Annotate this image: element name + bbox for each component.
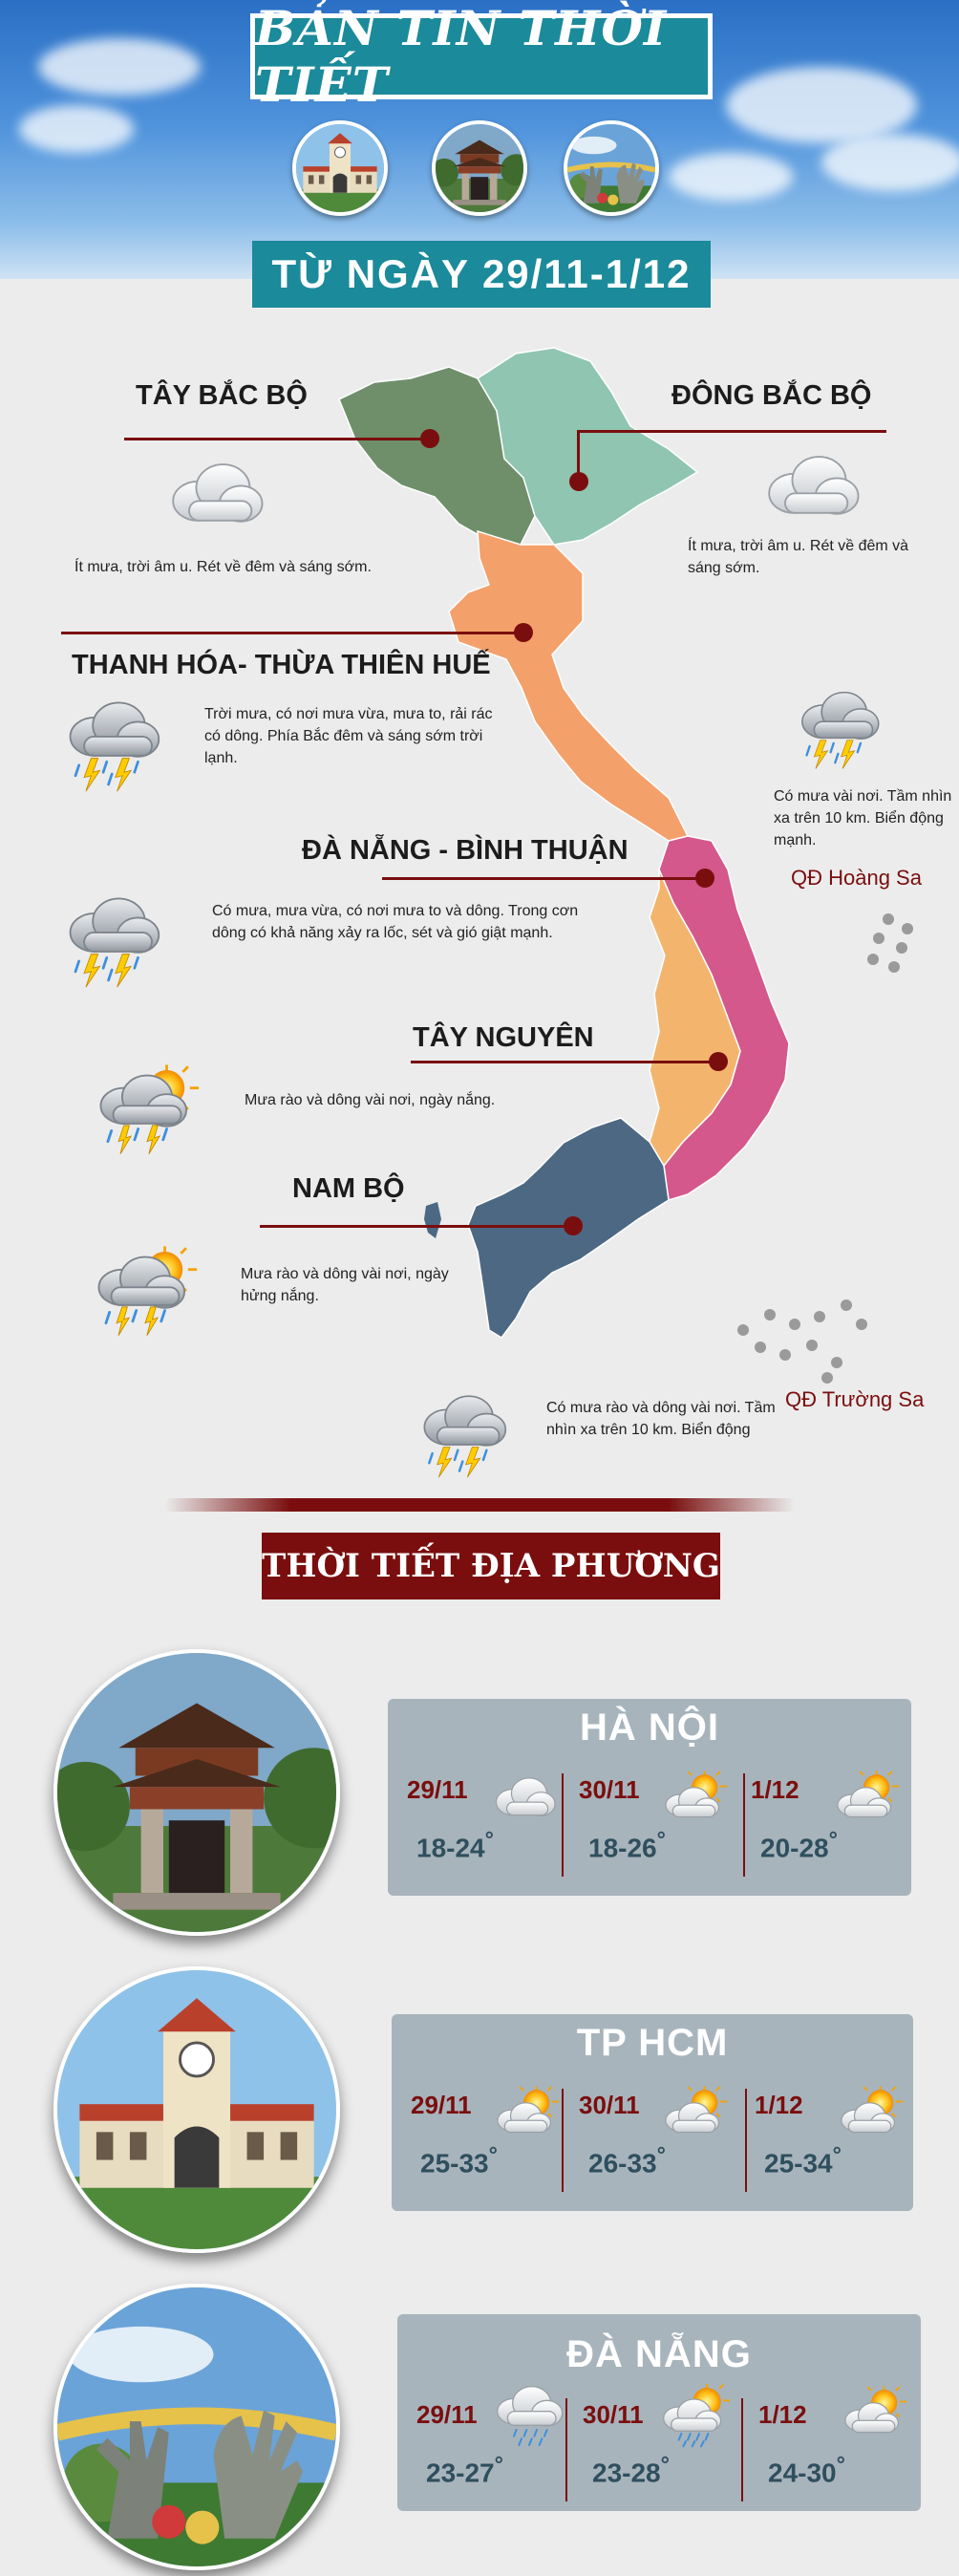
thunderstorm-icon xyxy=(795,686,884,772)
pointer-tay-bac xyxy=(124,438,430,440)
sun-cloud-icon xyxy=(661,1768,732,1825)
forecast-day xyxy=(401,2083,564,2196)
forecast-day xyxy=(407,2393,569,2505)
region-label-dong-bac: ĐÔNG BẮC BỘ xyxy=(671,380,872,411)
van-mieu-icon xyxy=(53,1649,340,1936)
region-thanh-hoa-hue xyxy=(449,531,688,841)
cloud-icon xyxy=(758,441,865,527)
forecast-separator xyxy=(741,2398,743,2501)
region-desc-da-nang-binh-thuan: Có mưa, mưa vừa, có nơi mưa to và dông. Trong cơn dông có khả năng xảy ra lốc, sét và gió giật mạnh. xyxy=(212,903,579,941)
truong-sa-island-dot xyxy=(831,1357,842,1368)
forecast-date: 30/11 xyxy=(579,2091,640,2119)
cau-vang-icon xyxy=(564,120,659,216)
city-card-da-nang xyxy=(397,2314,921,2511)
hoang-sa-island-dot xyxy=(883,913,894,925)
region-label-da-nang-binh-thuan: ĐÀ NẴNG - BÌNH THUẬN xyxy=(302,835,629,866)
van-mieu-icon xyxy=(432,120,527,216)
city-name: HÀ NỘI xyxy=(580,1707,719,1749)
pointer-dong-bac xyxy=(577,430,886,433)
hoang-sa-island-dot xyxy=(873,933,884,944)
pointer-thanh-hoa-hue xyxy=(61,632,520,634)
hoang-sa-desc: Có mưa vài nơi. Tầm nhìn xa trên 10 km. Biển động mạnh. xyxy=(774,788,952,848)
cloud-icon xyxy=(162,449,269,535)
forecast-temp: 25-33° xyxy=(420,2142,498,2179)
dot-nam-bo xyxy=(564,1216,583,1235)
forecast-separator xyxy=(562,2089,564,2192)
truong-sa-island-dot xyxy=(841,1299,852,1311)
phu-quoc-island xyxy=(424,1202,441,1238)
truong-sa-island-dot xyxy=(737,1324,749,1336)
thunderstorm-icon xyxy=(61,893,166,989)
truong-sa-desc: Có mưa rào và dông vài nơi. Tầm nhìn xa trên 10 km. Biển động xyxy=(546,1400,776,1438)
thunderstorm-icon xyxy=(61,698,166,793)
city-name: ĐÀ NẴNG xyxy=(566,2333,752,2375)
sun-cloud-icon xyxy=(833,1768,904,1825)
sun-thunderstorm-icon xyxy=(94,1061,201,1160)
region-label-thanh-hoa-hue: THANH HÓA- THỪA THIÊN HUẾ xyxy=(72,650,491,680)
city-name: TP HCM xyxy=(576,2022,729,2064)
forecast-temp: 18-24° xyxy=(416,1827,494,1863)
truong-sa-island-dot xyxy=(755,1342,766,1353)
forecast-temp: 18-26° xyxy=(588,1827,666,1863)
sun-cloud-icon xyxy=(661,2083,732,2140)
hoang-sa-island-dot xyxy=(902,923,913,934)
forecast-date: 29/11 xyxy=(416,2400,478,2429)
dot-thanh-hoa-hue xyxy=(514,623,533,642)
forecast-temp: 20-28° xyxy=(760,1827,838,1863)
dot-tay-nguyen xyxy=(709,1052,728,1071)
pointer-nam-bo xyxy=(260,1225,575,1228)
dot-dong-bac xyxy=(569,472,588,491)
local-weather-title xyxy=(262,1533,720,1599)
forecast-separator xyxy=(562,1773,564,1877)
forecast-day xyxy=(569,2083,732,2196)
cho-ben-thanh-icon xyxy=(53,1966,340,2253)
truong-sa-island-dot xyxy=(814,1311,825,1322)
forecast-day xyxy=(749,2393,911,2505)
city-card-tp-hcm xyxy=(392,2014,913,2211)
sun-thunderstorm-icon xyxy=(92,1242,199,1342)
date-range-text: TỪ NGÀY 29/11-1/12 xyxy=(271,251,692,296)
cloud-icon xyxy=(489,1768,560,1825)
dot-tay-bac xyxy=(420,429,439,448)
forecast-day xyxy=(397,1768,560,1880)
forecast-date: 1/12 xyxy=(751,1775,799,1804)
city-card-ha-noi xyxy=(388,1699,911,1896)
truong-sa-label: QĐ Trường Sa xyxy=(785,1387,925,1411)
truong-sa-island-dot xyxy=(789,1319,800,1330)
sun-cloud-icon xyxy=(493,2083,564,2140)
local-weather-title-text: THỜI TIẾT ĐỊA PHƯƠNG xyxy=(262,1547,720,1585)
forecast-temp: 25-34° xyxy=(764,2142,842,2179)
section-divider xyxy=(164,1498,795,1512)
forecast-day xyxy=(569,1768,732,1880)
forecast-day xyxy=(573,2393,735,2505)
thunderstorm-icon xyxy=(416,1387,512,1483)
hoang-sa-island-dot xyxy=(888,961,900,973)
region-desc-thanh-hoa-hue: Trời mưa, có nơi mưa vừa, mưa to, rải rác có dông. Phía Bắc đêm và sáng sớm trời lạnh. xyxy=(204,706,493,766)
forecast-temp: 24-30° xyxy=(768,2452,845,2488)
truong-sa-island-dot xyxy=(856,1319,867,1330)
sun-cloud-icon xyxy=(841,2383,911,2440)
forecast-date: 1/12 xyxy=(755,2091,803,2119)
truong-sa-island-dot xyxy=(806,1340,818,1351)
region-desc-tay-bac: Ít mưa, trời âm u. Rét về đêm và sáng sớm. xyxy=(75,559,372,575)
forecast-day xyxy=(741,1768,904,1880)
region-desc-tay-nguyen: Mưa rào và dông vài nơi, ngày nắng. xyxy=(245,1092,496,1108)
forecast-date: 29/11 xyxy=(411,2091,472,2119)
rain-cloud-icon xyxy=(491,2381,567,2448)
region-desc-nam-bo: Mưa rào và dông vài nơi, ngày hửng nắng. xyxy=(241,1266,449,1304)
bulletin-title-text: BẢN TIN THỜI TIẾT xyxy=(255,0,668,113)
sun-rain-icon xyxy=(657,2381,734,2448)
truong-sa-island-dot xyxy=(779,1349,791,1361)
forecast-date: 29/11 xyxy=(407,1775,468,1804)
region-desc-dong-bac: Ít mưa, trời âm u. Rét về đêm và sáng sớm. xyxy=(688,538,909,576)
date-range-banner xyxy=(252,241,711,308)
forecast-temp: 26-33° xyxy=(588,2142,666,2179)
forecast-temp: 23-27° xyxy=(426,2452,503,2488)
forecast-date: 1/12 xyxy=(758,2400,807,2429)
hoang-sa-label: QĐ Hoàng Sa xyxy=(791,866,922,890)
region-label-tay-bac: TÂY BẮC BỘ xyxy=(136,380,308,411)
bulletin-title xyxy=(250,0,713,113)
pointer-tay-nguyen xyxy=(411,1061,726,1063)
forecast-temp: 23-28° xyxy=(592,2452,670,2488)
cau-vang-icon xyxy=(53,2284,340,2570)
hoang-sa-island-dot xyxy=(867,954,879,965)
forecast-day xyxy=(745,2083,907,2196)
forecast-date: 30/11 xyxy=(579,1775,640,1804)
hoang-sa-island-dot xyxy=(896,942,907,954)
cho-ben-thanh-icon xyxy=(292,120,388,216)
pointer-da-nang-binh-thuan xyxy=(382,877,707,880)
forecast-date: 30/11 xyxy=(583,2400,644,2429)
truong-sa-island-dot xyxy=(764,1309,776,1320)
sun-cloud-icon xyxy=(837,2083,907,2140)
truong-sa-island-dot xyxy=(821,1372,833,1384)
region-label-nam-bo: NAM BỘ xyxy=(292,1173,405,1204)
dot-da-nang-binh-thuan xyxy=(695,869,714,888)
forecast-separator xyxy=(565,2398,567,2501)
region-label-tay-nguyen: TÂY NGUYÊN xyxy=(413,1022,594,1053)
